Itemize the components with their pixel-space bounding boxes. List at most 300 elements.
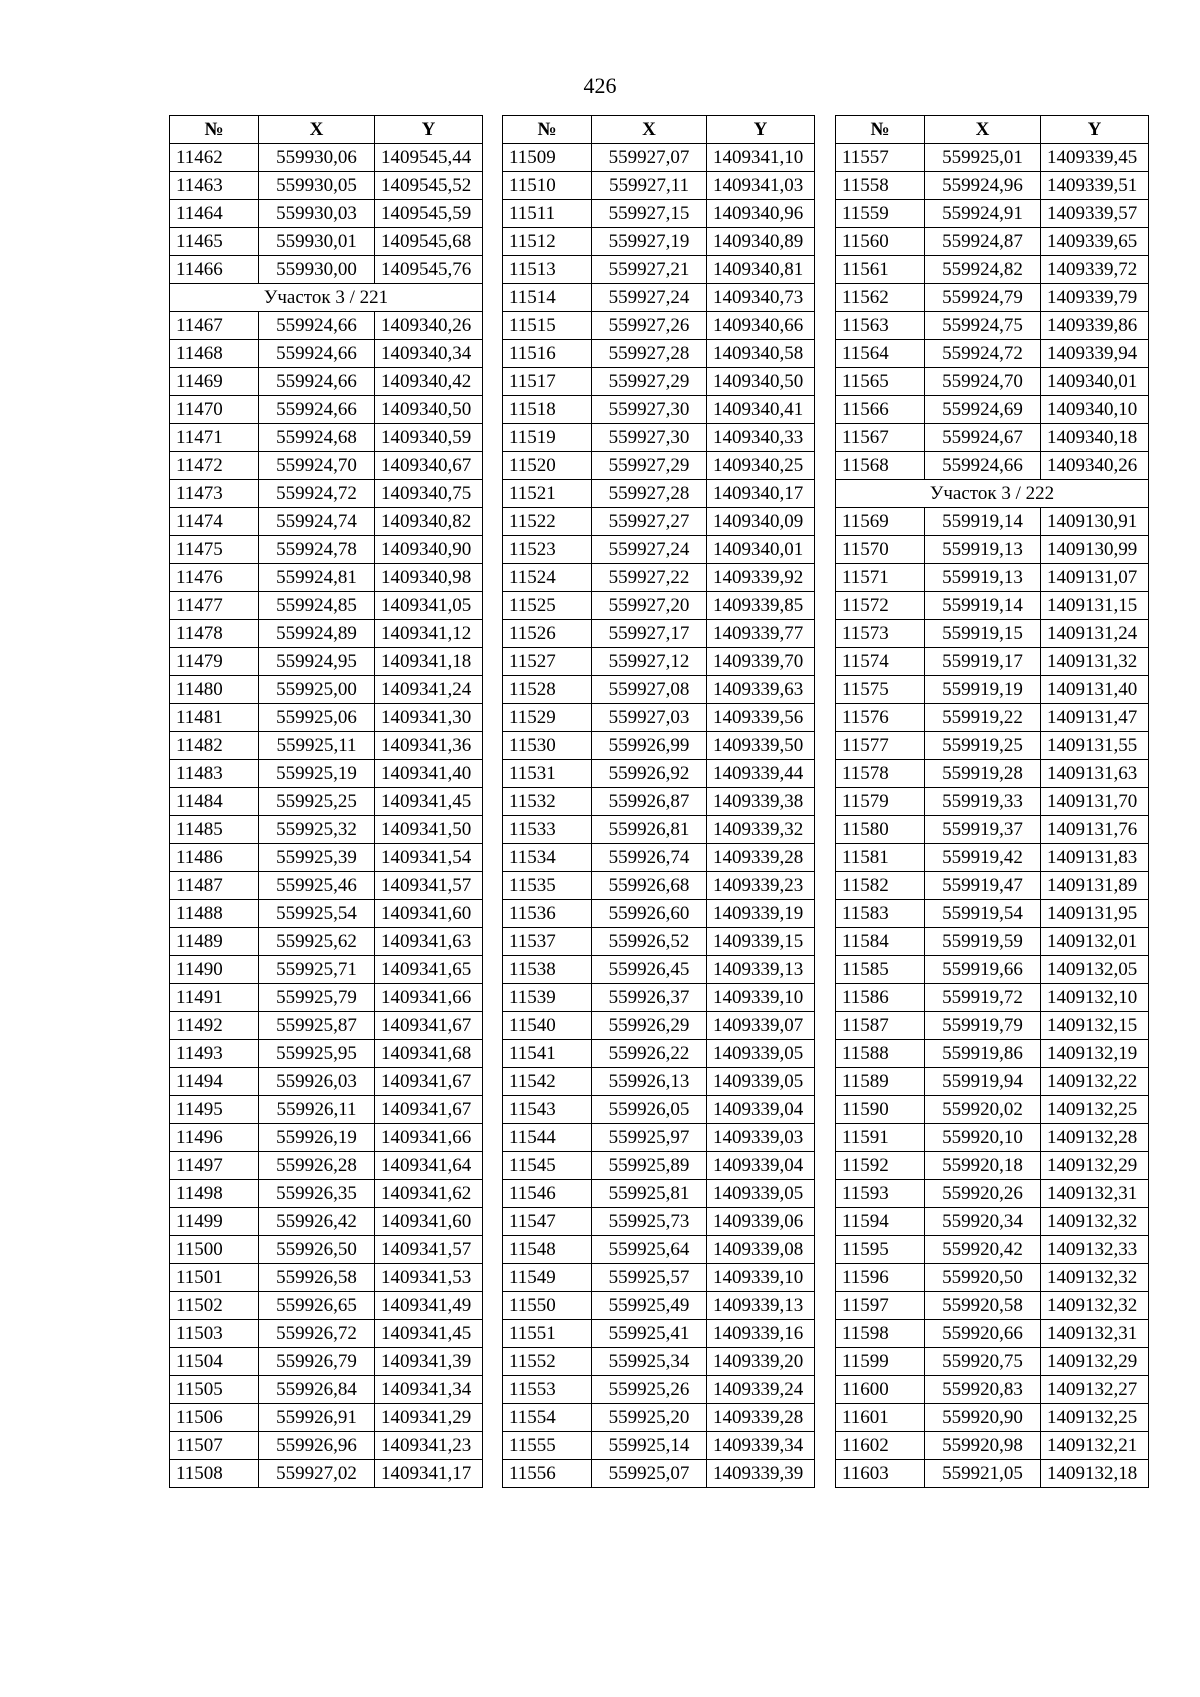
table-row [170,1236,483,1264]
table-row [836,1208,1149,1236]
cell-number: 11467 [170,312,259,340]
table-row [503,172,815,200]
cell-number: 11567 [836,424,925,452]
cell-number: 11471 [170,424,259,452]
cell-y: 1409340,26 [375,312,483,340]
cell-number: 11563 [836,312,925,340]
table-row [170,452,483,480]
table-row [503,508,815,536]
cell-x: 559919,22 [925,704,1041,732]
cell-number: 11515 [503,312,592,340]
cell-x: 559919,72 [925,984,1041,1012]
cell-y: 1409340,66 [707,312,815,340]
cell-x: 559920,75 [925,1348,1041,1376]
table-row [836,144,1149,172]
cell-number: 11516 [503,340,592,368]
cell-number: 11542 [503,1068,592,1096]
table-row [503,984,815,1012]
cell-number: 11581 [836,844,925,872]
table-header-row [170,116,483,144]
cell-number: 11548 [503,1236,592,1264]
table-row [503,788,815,816]
cell-x: 559927,22 [592,564,707,592]
cell-y: 1409341,17 [375,1460,483,1488]
cell-x: 559925,46 [259,872,375,900]
table-row [836,648,1149,676]
cell-number: 11574 [836,648,925,676]
cell-x: 559924,82 [925,256,1041,284]
cell-y: 1409132,25 [1041,1096,1149,1124]
cell-x: 559920,34 [925,1208,1041,1236]
cell-y: 1409340,42 [375,368,483,396]
cell-y: 1409131,32 [1041,648,1149,676]
cell-x: 559924,78 [259,536,375,564]
table-row [170,956,483,984]
column-header-number: № [836,116,925,144]
cell-y: 1409341,49 [375,1292,483,1320]
cell-y: 1409341,67 [375,1068,483,1096]
column-header-x: X [925,116,1041,144]
cell-x: 559924,89 [259,620,375,648]
cell-y: 1409132,33 [1041,1236,1149,1264]
cell-x: 559925,87 [259,1012,375,1040]
cell-number: 11504 [170,1348,259,1376]
cell-number: 11490 [170,956,259,984]
table-row [836,760,1149,788]
cell-x: 559925,14 [592,1432,707,1460]
cell-y: 1409341,05 [375,592,483,620]
cell-y: 1409132,29 [1041,1152,1149,1180]
cell-number: 11511 [503,200,592,228]
column-header-number: № [170,116,259,144]
cell-x: 559925,00 [259,676,375,704]
cell-y: 1409339,79 [1041,284,1149,312]
cell-x: 559926,99 [592,732,707,760]
cell-number: 11518 [503,396,592,424]
table-row [503,1264,815,1292]
coordinates-table-3 [835,115,1149,1488]
cell-x: 559926,79 [259,1348,375,1376]
cell-number: 11527 [503,648,592,676]
cell-number: 11523 [503,536,592,564]
cell-y: 1409341,64 [375,1152,483,1180]
table-row [836,284,1149,312]
table-row [503,816,815,844]
table-row [170,592,483,620]
cell-x: 559924,70 [259,452,375,480]
cell-x: 559919,94 [925,1068,1041,1096]
cell-y: 1409131,70 [1041,788,1149,816]
cell-number: 11603 [836,1460,925,1488]
cell-x: 559919,25 [925,732,1041,760]
cell-x: 559926,45 [592,956,707,984]
cell-number: 11562 [836,284,925,312]
cell-number: 11500 [170,1236,259,1264]
cell-y: 1409132,25 [1041,1404,1149,1432]
cell-number: 11475 [170,536,259,564]
cell-number: 11584 [836,928,925,956]
table-row [503,536,815,564]
cell-number: 11517 [503,368,592,396]
table-row [170,1348,483,1376]
table-row [503,592,815,620]
table-row [836,536,1149,564]
cell-y: 1409340,98 [375,564,483,592]
cell-number: 11590 [836,1096,925,1124]
cell-x: 559924,68 [259,424,375,452]
cell-y: 1409132,32 [1041,1264,1149,1292]
cell-number: 11526 [503,620,592,648]
cell-y: 1409341,10 [707,144,815,172]
cell-x: 559926,05 [592,1096,707,1124]
cell-x: 559924,96 [925,172,1041,200]
cell-y: 1409341,67 [375,1012,483,1040]
cell-number: 11481 [170,704,259,732]
cell-x: 559920,42 [925,1236,1041,1264]
cell-number: 11559 [836,200,925,228]
section-label: Участок 3 / 221 [170,284,483,312]
table-row [170,844,483,872]
cell-number: 11556 [503,1460,592,1488]
cell-number: 11488 [170,900,259,928]
cell-x: 559926,13 [592,1068,707,1096]
table-row [170,760,483,788]
table-row [503,1180,815,1208]
cell-y: 1409340,17 [707,480,815,508]
table-row [836,452,1149,480]
cell-number: 11601 [836,1404,925,1432]
cell-number: 11473 [170,480,259,508]
cell-x: 559927,29 [592,452,707,480]
cell-number: 11569 [836,508,925,536]
cell-y: 1409340,73 [707,284,815,312]
table-row [170,732,483,760]
cell-y: 1409131,47 [1041,704,1149,732]
cell-y: 1409341,57 [375,872,483,900]
table-row [836,928,1149,956]
cell-x: 559926,58 [259,1264,375,1292]
cell-y: 1409132,15 [1041,1012,1149,1040]
cell-y: 1409340,41 [707,396,815,424]
cell-x: 559924,75 [925,312,1041,340]
cell-number: 11571 [836,564,925,592]
cell-y: 1409132,29 [1041,1348,1149,1376]
cell-number: 11543 [503,1096,592,1124]
cell-y: 1409341,18 [375,648,483,676]
cell-y: 1409339,13 [707,956,815,984]
cell-x: 559925,49 [592,1292,707,1320]
cell-number: 11507 [170,1432,259,1460]
cell-number: 11598 [836,1320,925,1348]
cell-y: 1409132,22 [1041,1068,1149,1096]
column-header-y: Y [375,116,483,144]
cell-x: 559926,03 [259,1068,375,1096]
cell-number: 11557 [836,144,925,172]
cell-y: 1409339,28 [707,844,815,872]
table-row [170,480,483,508]
cell-y: 1409339,23 [707,872,815,900]
cell-number: 11491 [170,984,259,1012]
cell-x: 559919,42 [925,844,1041,872]
cell-x: 559919,66 [925,956,1041,984]
cell-x: 559926,96 [259,1432,375,1460]
cell-y: 1409339,15 [707,928,815,956]
cell-y: 1409340,75 [375,480,483,508]
cell-x: 559919,14 [925,508,1041,536]
cell-y: 1409341,66 [375,1124,483,1152]
table-row [170,704,483,732]
table-row [836,620,1149,648]
table-row [170,256,483,284]
cell-number: 11554 [503,1404,592,1432]
cell-x: 559920,58 [925,1292,1041,1320]
cell-x: 559926,74 [592,844,707,872]
table-row [170,1376,483,1404]
cell-y: 1409131,40 [1041,676,1149,704]
cell-number: 11551 [503,1320,592,1348]
cell-x: 559925,73 [592,1208,707,1236]
cell-number: 11555 [503,1432,592,1460]
cell-number: 11509 [503,144,592,172]
cell-number: 11469 [170,368,259,396]
cell-x: 559924,91 [925,200,1041,228]
cell-y: 1409339,72 [1041,256,1149,284]
cell-number: 11492 [170,1012,259,1040]
cell-y: 1409341,66 [375,984,483,1012]
cell-y: 1409339,07 [707,1012,815,1040]
cell-number: 11486 [170,844,259,872]
table-row [170,564,483,592]
table-row [170,312,483,340]
cell-number: 11502 [170,1292,259,1320]
table-row [503,732,815,760]
cell-x: 559925,06 [259,704,375,732]
table-row [170,984,483,1012]
cell-x: 559925,07 [592,1460,707,1488]
cell-number: 11583 [836,900,925,928]
cell-number: 11489 [170,928,259,956]
section-row [170,284,483,312]
cell-x: 559924,81 [259,564,375,592]
cell-x: 559924,72 [925,340,1041,368]
cell-y: 1409340,82 [375,508,483,536]
cell-x: 559925,71 [259,956,375,984]
table-row [170,1124,483,1152]
cell-y: 1409339,77 [707,620,815,648]
cell-y: 1409132,01 [1041,928,1149,956]
cell-number: 11570 [836,536,925,564]
cell-y: 1409131,83 [1041,844,1149,872]
cell-y: 1409341,65 [375,956,483,984]
table-row [836,368,1149,396]
cell-x: 559926,60 [592,900,707,928]
table-row [836,312,1149,340]
cell-y: 1409341,57 [375,1236,483,1264]
cell-number: 11558 [836,172,925,200]
table-row [503,676,815,704]
table-row [503,844,815,872]
cell-x: 559927,19 [592,228,707,256]
cell-y: 1409341,40 [375,760,483,788]
table-row [836,900,1149,928]
cell-y: 1409130,91 [1041,508,1149,536]
cell-number: 11472 [170,452,259,480]
cell-y: 1409340,34 [375,340,483,368]
cell-number: 11575 [836,676,925,704]
cell-y: 1409545,52 [375,172,483,200]
column-header-y: Y [1041,116,1149,144]
table-row [503,144,815,172]
cell-y: 1409131,55 [1041,732,1149,760]
cell-y: 1409339,04 [707,1096,815,1124]
table-row [836,844,1149,872]
cell-x: 559930,01 [259,228,375,256]
cell-number: 11546 [503,1180,592,1208]
cell-number: 11464 [170,200,259,228]
table-row [170,1012,483,1040]
cell-x: 559927,24 [592,536,707,564]
cell-x: 559926,22 [592,1040,707,1068]
cell-number: 11533 [503,816,592,844]
table-row [836,1096,1149,1124]
cell-y: 1409339,85 [707,592,815,620]
cell-number: 11506 [170,1404,259,1432]
cell-x: 559925,89 [592,1152,707,1180]
cell-x: 559926,72 [259,1320,375,1348]
column-header-x: X [592,116,707,144]
cell-y: 1409341,36 [375,732,483,760]
cell-x: 559926,28 [259,1152,375,1180]
cell-y: 1409339,10 [707,1264,815,1292]
table-row [836,1292,1149,1320]
cell-y: 1409340,67 [375,452,483,480]
cell-y: 1409339,94 [1041,340,1149,368]
table-row [836,1152,1149,1180]
table-row [503,368,815,396]
cell-number: 11528 [503,676,592,704]
cell-y: 1409339,03 [707,1124,815,1152]
cell-x: 559925,32 [259,816,375,844]
cell-number: 11524 [503,564,592,592]
table-row [170,928,483,956]
cell-y: 1409545,76 [375,256,483,284]
table-row [170,1292,483,1320]
page-number: 426 [583,73,617,98]
table-row [503,284,815,312]
table-row [170,1068,483,1096]
cell-x: 559927,27 [592,508,707,536]
cell-y: 1409340,81 [707,256,815,284]
cell-y: 1409339,51 [1041,172,1149,200]
cell-number: 11541 [503,1040,592,1068]
cell-number: 11550 [503,1292,592,1320]
table-row [503,1460,815,1488]
cell-y: 1409340,01 [707,536,815,564]
table-row [836,1124,1149,1152]
cell-x: 559927,28 [592,340,707,368]
cell-number: 11566 [836,396,925,424]
cell-number: 11544 [503,1124,592,1152]
table-row [503,228,815,256]
cell-y: 1409339,70 [707,648,815,676]
cell-number: 11468 [170,340,259,368]
cell-y: 1409132,18 [1041,1460,1149,1488]
cell-x: 559925,34 [592,1348,707,1376]
column-header-number: № [503,116,592,144]
cell-number: 11587 [836,1012,925,1040]
cell-y: 1409132,32 [1041,1208,1149,1236]
cell-y: 1409341,63 [375,928,483,956]
cell-number: 11522 [503,508,592,536]
cell-number: 11585 [836,956,925,984]
cell-number: 11536 [503,900,592,928]
cell-number: 11565 [836,368,925,396]
table-row [503,340,815,368]
table-row [170,536,483,564]
cell-x: 559925,97 [592,1124,707,1152]
cell-number: 11479 [170,648,259,676]
cell-number: 11592 [836,1152,925,1180]
cell-number: 11530 [503,732,592,760]
cell-y: 1409130,99 [1041,536,1149,564]
cell-y: 1409339,56 [707,704,815,732]
cell-x: 559927,29 [592,368,707,396]
cell-y: 1409339,08 [707,1236,815,1264]
table-row [836,1264,1149,1292]
table-row [503,760,815,788]
cell-x: 559926,35 [259,1180,375,1208]
table-row [503,1124,815,1152]
cell-y: 1409132,28 [1041,1124,1149,1152]
table-row [170,620,483,648]
table-row [836,1236,1149,1264]
cell-number: 11532 [503,788,592,816]
table-row [170,648,483,676]
cell-number: 11593 [836,1180,925,1208]
cell-x: 559919,59 [925,928,1041,956]
cell-number: 11520 [503,452,592,480]
cell-number: 11478 [170,620,259,648]
cell-y: 1409339,05 [707,1068,815,1096]
cell-number: 11465 [170,228,259,256]
cell-number: 11463 [170,172,259,200]
cell-x: 559927,03 [592,704,707,732]
cell-y: 1409339,86 [1041,312,1149,340]
cell-x: 559925,41 [592,1320,707,1348]
cell-number: 11582 [836,872,925,900]
cell-number: 11539 [503,984,592,1012]
cell-number: 11474 [170,508,259,536]
cell-number: 11540 [503,1012,592,1040]
table-row [170,424,483,452]
cell-x: 559926,92 [592,760,707,788]
cell-number: 11561 [836,256,925,284]
cell-y: 1409132,32 [1041,1292,1149,1320]
cell-x: 559927,07 [592,144,707,172]
cell-y: 1409340,18 [1041,424,1149,452]
table-row [503,256,815,284]
cell-number: 11505 [170,1376,259,1404]
cell-y: 1409131,76 [1041,816,1149,844]
cell-number: 11466 [170,256,259,284]
cell-y: 1409131,63 [1041,760,1149,788]
table-row [836,984,1149,1012]
cell-x: 559920,83 [925,1376,1041,1404]
cell-y: 1409340,09 [707,508,815,536]
cell-x: 559927,12 [592,648,707,676]
table-header-row [503,116,815,144]
cell-x: 559925,62 [259,928,375,956]
